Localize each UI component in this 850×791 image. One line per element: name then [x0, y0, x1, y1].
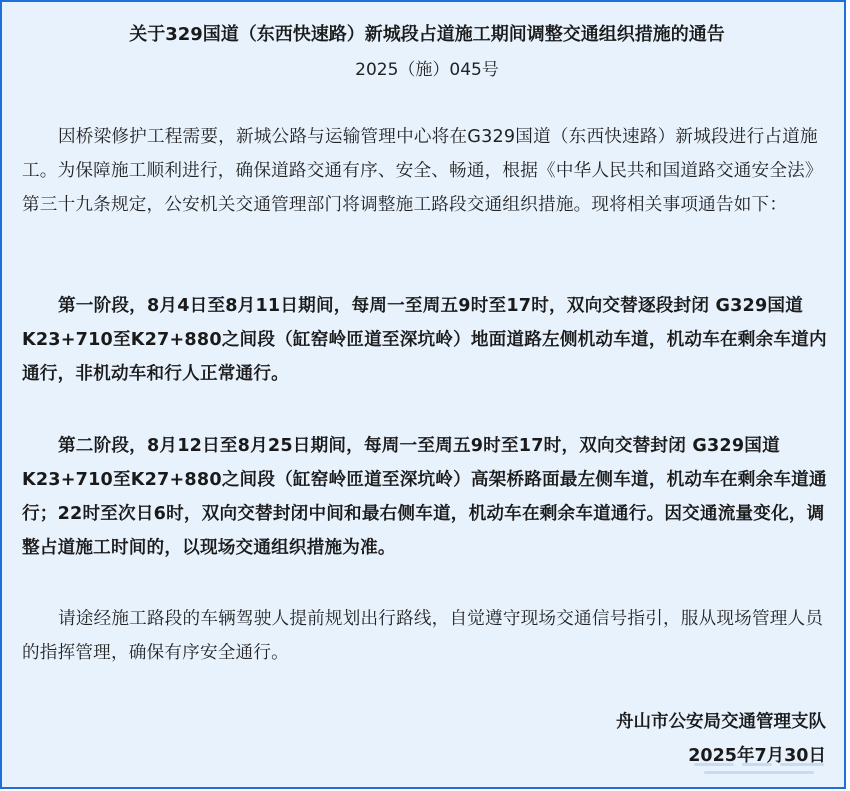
issue-date: 2025年7月30日: [688, 746, 826, 766]
phase-two-paragraph: 第二阶段，8月12日至8月25日期间，每周一至周五9时至17时，双向交替封闭 G329国道K23+710至K27+880之间段（缸窑岭匝道至深坑岭）高架桥路面最左侧车道，机动车在剩余车道通行；22时至次日6时，双向交替封闭中间和最右侧车道，机动车在剩余车道通行。因交通流量变化，调整占道施工时间的，以现场交通组织措施为准。: [22, 436, 827, 558]
intro-paragraph: 因桥梁修护工程需要，新城公路与运输管理中心将在G329国道（东西快速路）新城段进行占道施工。为保障施工顺利进行，确保道路交通有序、安全、畅通，根据《中华人民共和国道路交通安全法》第三十九条规定，公安机关交通管理部门将调整施工路段交通组织措施。现将相关事项通告如下：: [22, 127, 823, 215]
advisory-paragraph: 请途经施工路段的车辆驾驶人提前规划出行路线，自觉遵守现场交通信号指引，服从现场管理人员的指挥管理，确保有序安全通行。: [22, 609, 824, 663]
notice-title: 关于329国道（东西快速路）新城段占道施工期间调整交通组织措施的通告: [129, 24, 725, 45]
phase-one-paragraph: 第一阶段，8月4日至8月11日期间，每周一至周五9时至17时，双向交替逐段封闭 G329国道K23+710至K27+880之间段（缸窑岭匝道至深坑岭）地面道路左侧机动车道，机动车在剩余车道内通行，非机动车和行人正常通行。: [22, 296, 827, 384]
issuer-name: 舟山市公安局交通管理支队: [616, 712, 826, 732]
document-number: 2025（施）045号: [355, 60, 499, 80]
watermark-mark: [694, 757, 824, 779]
